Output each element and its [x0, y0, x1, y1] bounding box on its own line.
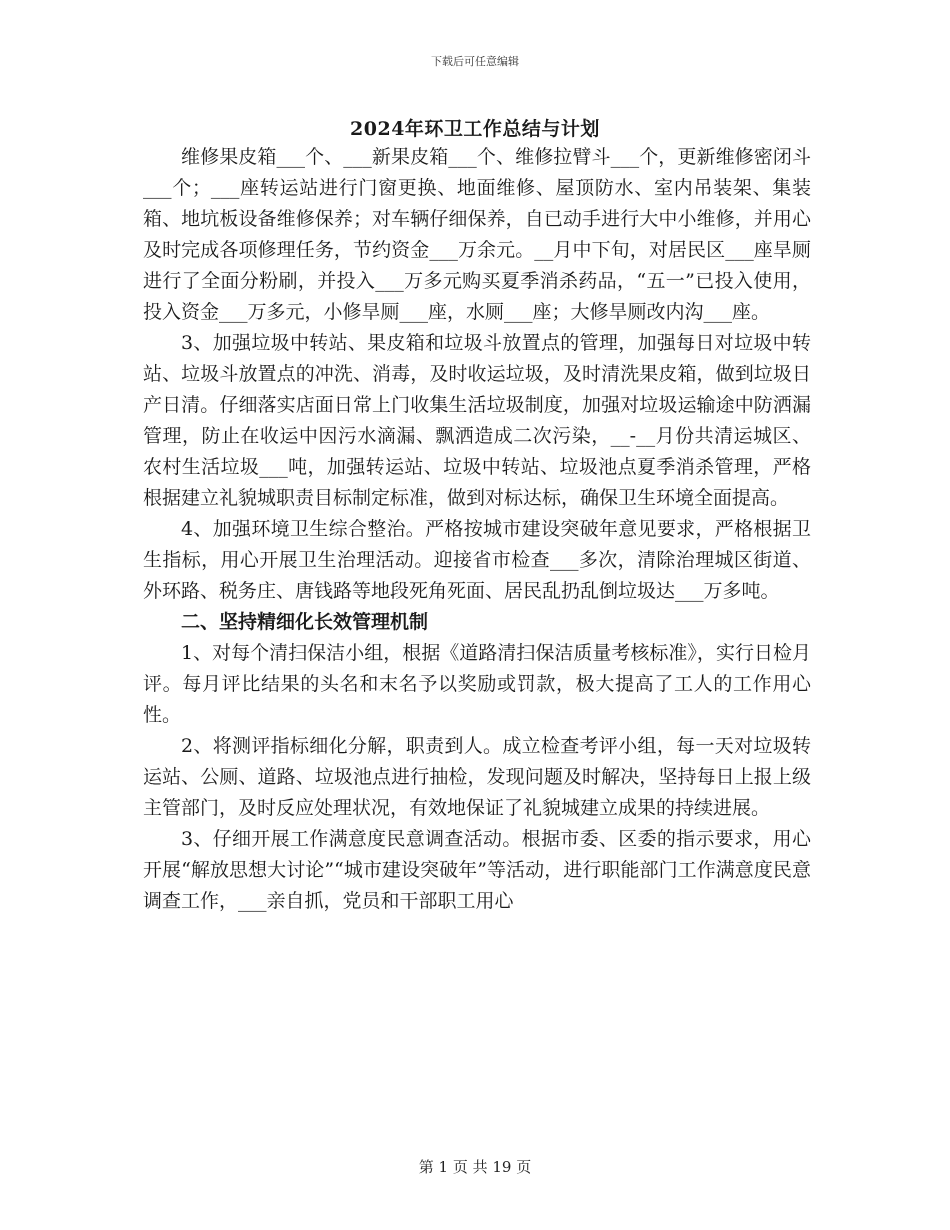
page-footer: 第 1 页 共 19 页	[418, 1158, 532, 1176]
paragraph: 3、加强垃圾中转站、果皮箱和垃圾斗放置点的管理，加强每日对垃圾中转站、垃圾斗放置点的冲洗、消毒，及时收运垃圾，及时清洗果皮箱，做到垃圾日产日清。仔细落实店面日常上门收集生活垃圾制度，加强对垃圾运输途中防洒漏管理，防止在收运中因污水滴漏、飘洒造成二次污染，__-__月份共清运城区、农村生活垃圾___吨，加强转运站、垃圾中转站、垃圾池点夏季消杀管理，严格根据建立礼貌城职责目标制定标准，做到对标达标，确保卫生环境全面提高。	[143, 332, 811, 509]
paragraph: 4、加强环境卫生综合整治。严格按城市建设突破年意见要求，严格根据卫生指标，用心开展卫生治理活动。迎接省市检查___多次，清除治理城区街道、外环路、税务庄、唐钱路等地段死角死面、居民乱扔乱倒垃圾达___万多吨。	[143, 518, 811, 602]
header-note: 下载后可任意编辑	[431, 55, 519, 68]
section-heading: 二、坚持精细化长效管理机制	[181, 611, 429, 633]
paragraph: 维修果皮箱___个、___新果皮箱___个、维修拉臂斗___个，更新维修密闭斗___个；___座转运站进行门窗更换、地面维修、屋顶防水、室内吊装架、集装箱、地坑板设备维修保养；对车辆仔细保养，自已动手进行大中小维修，并用心及时完成各项修理任务，节约资金___万余元。__月中下旬，对居民区___座旱厕进行了全面分粉刷，并投入___万多元购买夏季消杀药品，“五一”已投入使用，投入资金___万多元，小修旱厕___座，水厕___座；大修旱厕改内沟___座。	[143, 146, 811, 323]
document-body	[143, 142, 811, 917]
document-title: 2024年环卫工作总结与计划	[350, 118, 600, 140]
paragraph: 1、对每个清扫保洁小组，根据《道路清扫保洁质量考核标准》，实行日检月评。每月评比结果的头名和末名予以奖励或罚款，极大提高了工人的工作用心性。	[143, 642, 811, 726]
paragraph: 3、仔细开展工作满意度民意调查活动。根据市委、区委的指示要求，用心开展“解放思想大讨论”“城市建设突破年”等活动，进行职能部门工作满意度民意调查工作，___亲自抓，党员和干部职工用心	[143, 828, 811, 912]
paragraph: 2、将测评指标细化分解，职责到人。成立检查考评小组，每一天对垃圾转运站、公厕、道路、垃圾池点进行抽检，发现问题及时解决，坚持每日上报上级主管部门，及时反应处理状况，有效地保证了礼貌城建立成果的持续进展。	[143, 735, 811, 819]
